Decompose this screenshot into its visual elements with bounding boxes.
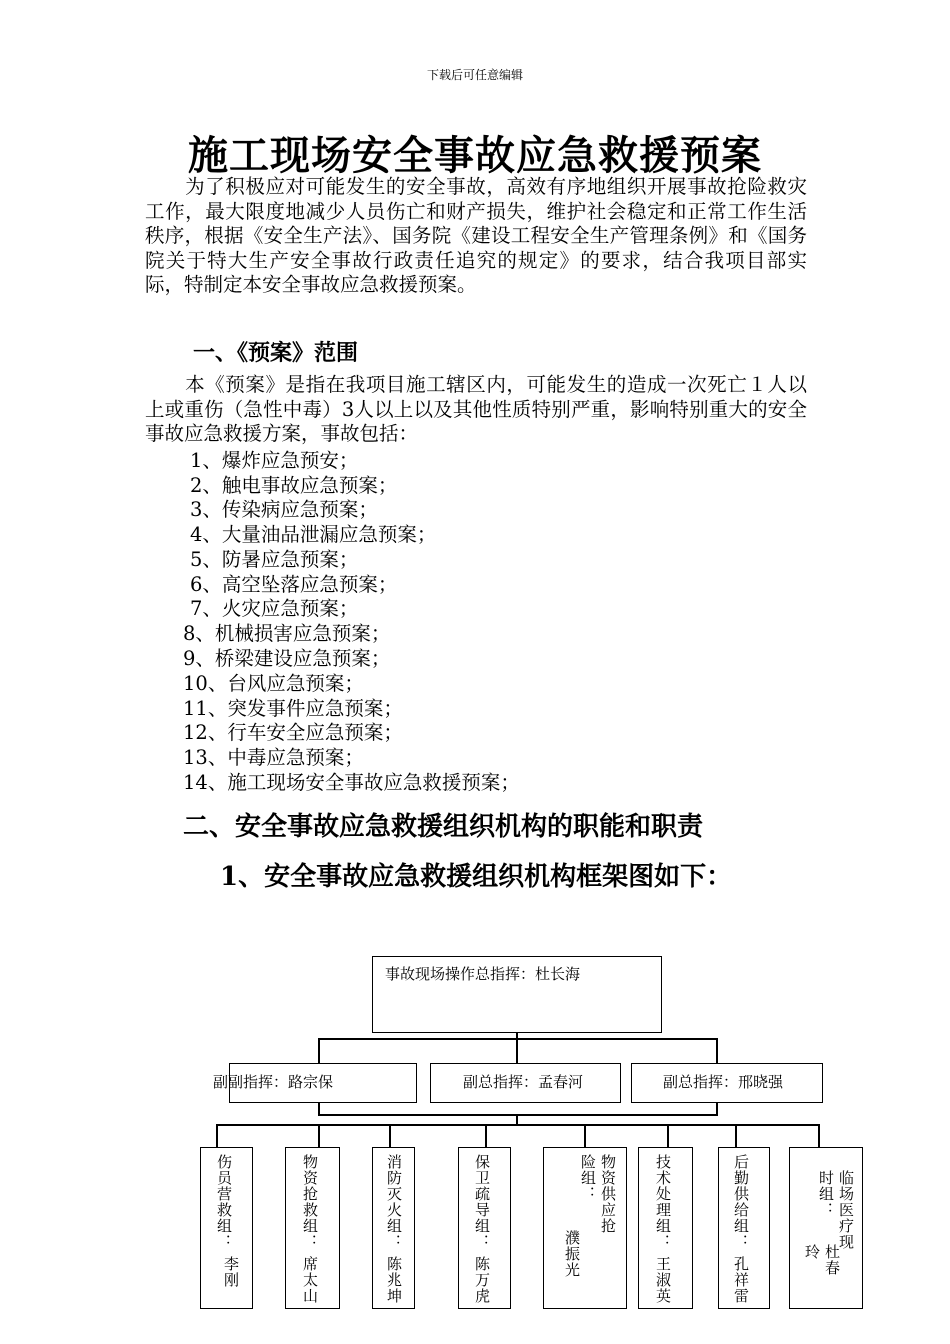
list-item: 3、传染病应急预案；: [190, 498, 378, 521]
group-box: [458, 1147, 511, 1309]
connector-line: [485, 1124, 487, 1148]
group-box: [638, 1147, 693, 1309]
list-item: 6、高空坠落应急预案；: [190, 573, 398, 596]
page-header: 下载后可任意编辑: [426, 68, 523, 82]
section2-subheading: 1、安全事故应急救援组织机构框架图如下：: [220, 862, 733, 892]
group-name: 物资供应抢险组：: [579, 1154, 617, 1234]
group-leader: 王淑英: [654, 1256, 672, 1304]
connector-line: [318, 1038, 320, 1064]
group-leader: 席太山: [301, 1256, 319, 1304]
deputy-label: 副总指挥：孟春河: [463, 1073, 584, 1091]
list-item: 10、台风应急预案；: [183, 672, 364, 695]
list-item: 14、施工现场安全事故应急救援预案；: [183, 771, 520, 794]
list-item: 8、机械损害应急预案；: [183, 622, 391, 645]
group-leader: 濮振光: [563, 1230, 581, 1278]
group-name: 物资抢救组：: [301, 1154, 319, 1250]
connector-line: [216, 1124, 218, 1148]
deputy-label: 副总指挥：邢晓强: [663, 1073, 784, 1091]
group-leader: 陈万虎: [473, 1256, 491, 1304]
group-name: 后勤供给组：: [732, 1154, 750, 1250]
list-item: 9、桥梁建设应急预案；: [183, 647, 391, 670]
connector-line: [667, 1124, 669, 1148]
group-box: [372, 1147, 415, 1309]
intro-paragraph: 为了积极应对可能发生的安全事故，高效有序地组织开展事故抢险救灾工作，最大限度地减少人员伤亡和财产损失，维护社会稳定和正常工作生活秩序，根据《安全生产法》、国务院《建设工程安全生产管理条例》和《国务院关于特大生产安全事故行政责任追究的规定》的要求，结合我项目部实际，特制定本安全事故应急救援预案。: [145, 175, 807, 296]
connector-line: [818, 1124, 820, 1148]
list-item: 5、防暑应急预案；: [190, 548, 359, 571]
connector-line: [318, 1114, 717, 1116]
list-item: 2、触电事故应急预案；: [190, 474, 398, 497]
connector-line: [584, 1124, 586, 1148]
section1-body: 本《预案》是指在我项目施工辖区内，可能发生的造成一次死亡１人以上或重伤（急性中毒）3人以上以及其他性质特别严重，影响特别重大的安全事故应急救援方案，事故包括：: [145, 373, 807, 445]
group-box: [285, 1147, 340, 1309]
section2-heading: 二、安全事故应急救援组织机构的职能和职责: [183, 812, 704, 842]
connector-line: [716, 1038, 718, 1064]
group-name: 临场医疗现时组：: [817, 1170, 855, 1250]
list-item: 11、突发事件应急预案；: [183, 697, 403, 720]
group-name: 技术处理组：: [654, 1154, 672, 1250]
commander-label: 事故现场操作总指挥：杜长海: [385, 965, 581, 983]
commander-box: [372, 956, 662, 1033]
list-item: 12、行车安全应急预案；: [183, 721, 403, 744]
connector-line: [318, 1038, 717, 1040]
connector-line: [318, 1124, 320, 1148]
list-item: 13、中毒应急预案；: [183, 746, 364, 769]
group-leader: 陈兆坤: [385, 1256, 403, 1304]
connector-line: [389, 1124, 391, 1148]
list-item: 1、爆炸应急预安；: [190, 449, 359, 472]
list-item: 7、火灾应急预案；: [190, 597, 359, 620]
group-name: 消防灭火组：: [385, 1154, 403, 1250]
group-box: [200, 1147, 253, 1309]
section1-heading: 一、《预案》范围: [193, 340, 359, 366]
group-leader: 孔祥雷: [732, 1256, 750, 1304]
group-box: [789, 1147, 863, 1309]
list-item: 4、大量油品泄漏应急预案；: [190, 523, 437, 546]
deputy-label: 副副指挥：路宗保: [213, 1073, 334, 1091]
document-title: 施工现场安全事故应急救援预案: [188, 132, 762, 179]
connector-line: [216, 1124, 818, 1126]
group-leader: 李刚: [222, 1256, 240, 1288]
group-name: 伤员营救组：: [215, 1154, 233, 1250]
deputy-box: [631, 1063, 823, 1103]
deputy-box: [430, 1063, 621, 1103]
group-name: 保卫疏导组：: [473, 1154, 491, 1250]
group-box: [718, 1147, 770, 1309]
group-leader: 杜春玲: [803, 1244, 841, 1276]
group-box: [543, 1147, 627, 1309]
connector-line: [735, 1124, 737, 1148]
